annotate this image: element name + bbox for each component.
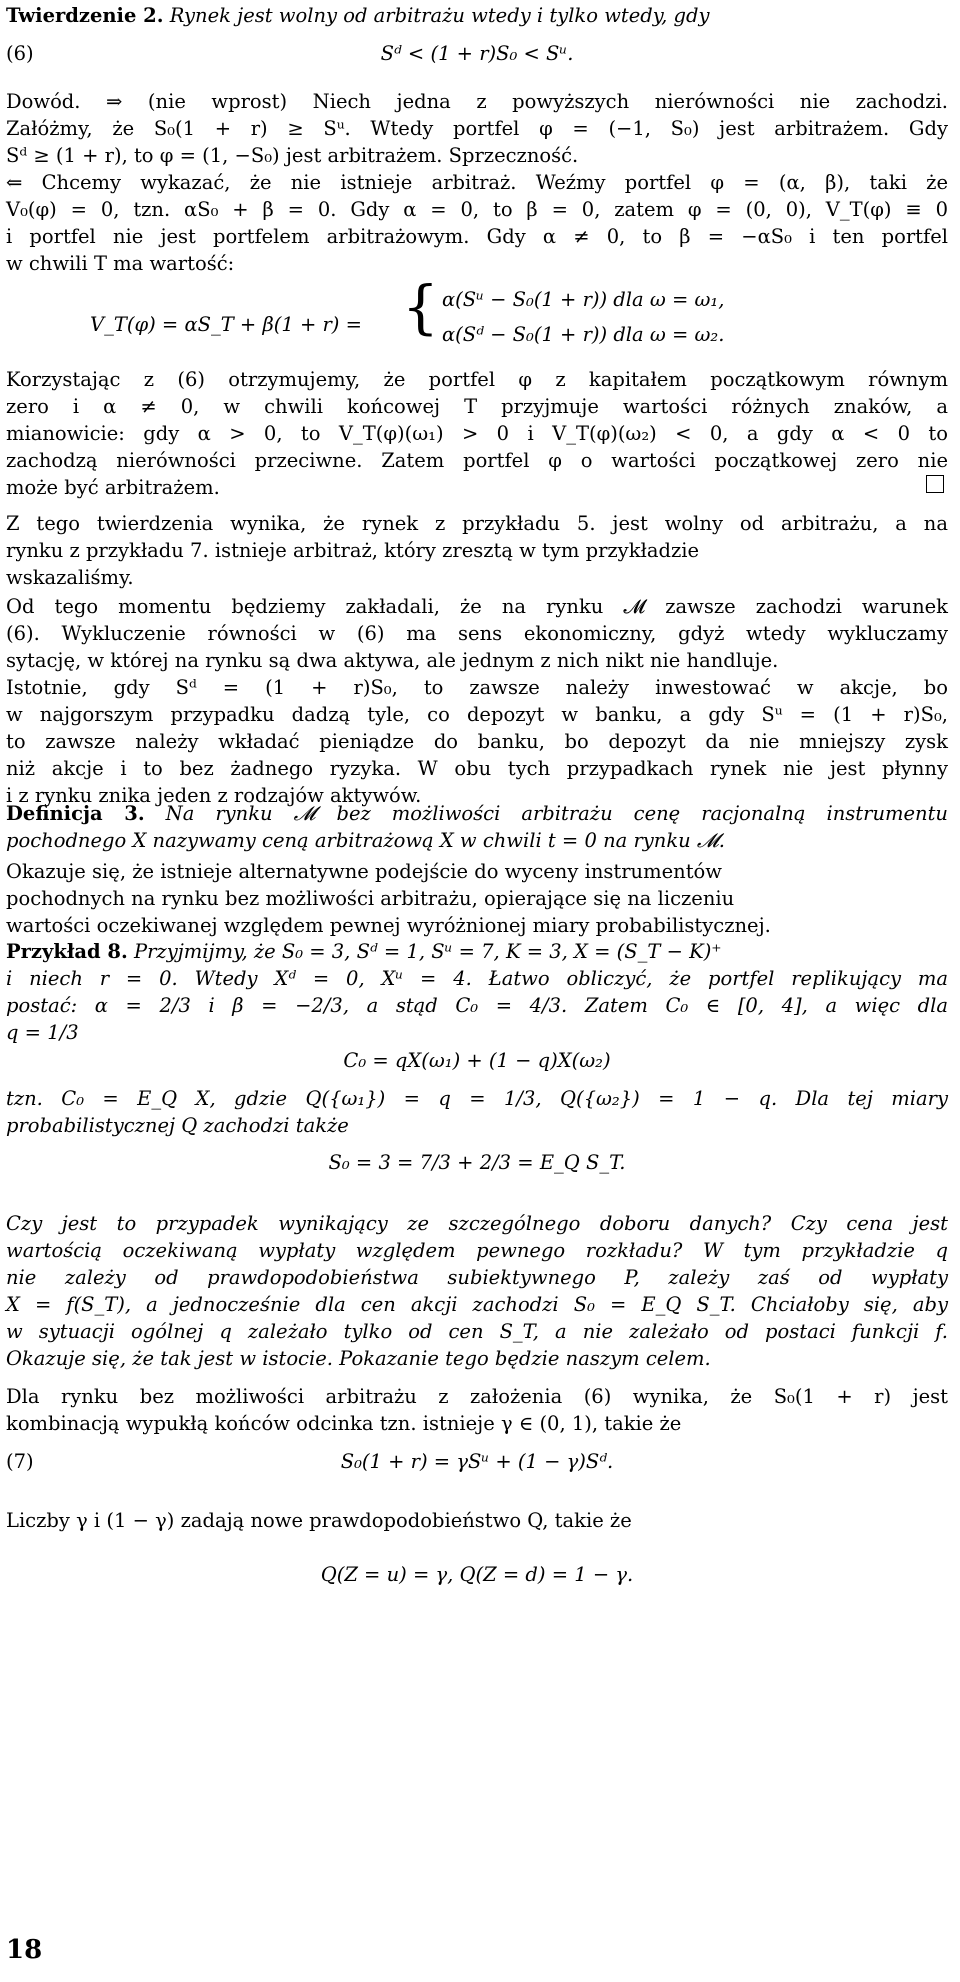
proof-line: zero i α ≠ 0, w chwili końcowej T przyjmuje wartości różnych znaków, a xyxy=(6,395,948,418)
text-line: Liczby γ i (1 − γ) zadają nowe prawdopodobieństwo Q, takie że xyxy=(6,1509,632,1532)
equation-6 xyxy=(6,39,948,69)
paragraph-3 xyxy=(6,858,948,939)
text-line: Od tego momentu będziemy zakładali, że na rynku 𝓜 zawsze zachodzi warunek xyxy=(6,595,948,618)
proof-line: Załóżmy, że S₀(1 + r) ≥ Sᵘ. Wtedy portfel φ = (−1, S₀) jest arbitrażem. Gdy xyxy=(6,117,948,140)
text-line: Istotnie, gdy Sᵈ = (1 + r)S₀, to zawsze należy inwestować w akcje, bo xyxy=(6,676,948,699)
example-equation-2: S₀ = 3 = 7/3 + 2/3 = E_Q S_T. xyxy=(328,1151,626,1174)
text-line: Okazuje się, że istnieje alternatywne podejście do wyceny instrumentów xyxy=(6,860,722,883)
equation-7 xyxy=(6,1447,948,1477)
proof-line: Dowód. ⇒ (nie wprost) Niech jedna z powyższych nierówności nie zachodzi. xyxy=(6,90,948,113)
theorem-heading: Twierdzenie 2. xyxy=(6,4,164,27)
case-line-2: α(Sᵈ − S₀(1 + r)) dla ω = ω₂. xyxy=(442,323,725,346)
proof-line: Korzystając z (6) otrzymujemy, że portfel φ z kapitałem początkowym równym xyxy=(6,368,948,391)
proof-line: mianowicie: gdy α > 0, to V_T(φ)(ω₁) > 0 i V_T(φ)(ω₂) < 0, a gdy α < 0 to xyxy=(6,422,948,445)
text-line: to zawsze należy wkładać pieniądze do banku, bo depozyt da nie mniejszy zysk xyxy=(6,730,948,753)
text-line: Dla rynku bez możliwości arbitrażu z założenia (6) wynika, że S₀(1 + r) jest xyxy=(6,1385,948,1408)
definition-3 xyxy=(6,800,948,854)
text-line: wskazaliśmy. xyxy=(6,566,134,589)
example-equation-1: C₀ = qX(ω₁) + (1 − q)X(ω₂) xyxy=(343,1049,611,1072)
example-text: Czy jest to przypadek wynikający ze szczególnego doboru danych? Czy cena jest xyxy=(6,1212,948,1235)
example-text: X = f(S_T), a jednocześnie dla cen akcji zachodzi S₀ = E_Q S_T. Chciałoby się, aby xyxy=(6,1293,948,1316)
vt-lhs: V_T(φ) = αS_T + β(1 + r) = xyxy=(90,313,362,336)
paragraph-4 xyxy=(6,1383,948,1437)
example-text: i niech r = 0. Wtedy Xᵈ = 0, Xᵘ = 4. Łatwo obliczyć, że portfel replikujący ma xyxy=(6,967,948,990)
example-8-middle xyxy=(6,1085,948,1139)
text-line: (6). Wykluczenie równości w (6) ma sens ekonomiczny, gdyż wtedy wykluczamy xyxy=(6,622,948,645)
theorem-statement: Rynek jest wolny od arbitrażu wtedy i tylko wtedy, gdy xyxy=(169,4,710,27)
text-line: Z tego twierdzenia wynika, że rynek z przykładu 5. jest wolny od arbitrażu, a na xyxy=(6,512,948,535)
text-line: w najgorszym przypadku dadzą tyle, co depozyt w banku, a gdy Sᵘ = (1 + r)S₀, xyxy=(6,703,948,726)
qed-square-icon xyxy=(926,475,944,493)
proof-block xyxy=(6,88,948,277)
definition-heading: Definicja 3. xyxy=(6,802,145,825)
proof-line: V₀(φ) = 0, tzn. αS₀ + β = 0. Gdy α = 0, to β = 0, zatem φ = (0, 0), V_T(φ) ≡ 0 xyxy=(6,198,948,221)
example-8 xyxy=(6,938,948,1046)
example-text: Okazuje się, że tak jest w istocie. Pokazanie tego będzie naszym celem. xyxy=(6,1347,711,1370)
equation-number: (7) xyxy=(6,1450,34,1473)
proof-conclusion xyxy=(6,366,948,501)
case-line-1: α(Sᵘ − S₀(1 + r)) dla ω = ω₁, xyxy=(442,288,725,311)
text-line: rynku z przykładu 7. istnieje arbitraż, który zresztą w tym przykładzie xyxy=(6,539,699,562)
equation-body: S₀(1 + r) = γSᵘ + (1 − γ)Sᵈ. xyxy=(340,1450,614,1473)
example-text: nie zależy od prawdopodobieństwa subiektywnego P, zależy zaś od wypłaty xyxy=(6,1266,948,1289)
text-line: kombinacją wypukłą końców odcinka tzn. istnieje γ ∈ (0, 1), takie że xyxy=(6,1412,682,1435)
case-brace: { xyxy=(402,273,439,341)
proof-line: w chwili T ma wartość: xyxy=(6,252,235,275)
example-text: postać: α = 2/3 i β = −2/3, a stąd C₀ = 4/3. Zatem C₀ ∈ [0, 4], a więc dla xyxy=(6,994,948,1017)
example-8-tail xyxy=(6,1210,948,1372)
example-text: q = 1/3 xyxy=(6,1021,79,1044)
definition-text: pochodnego X nazywamy ceną arbitrażową X w chwili t = 0 na rynku 𝓜. xyxy=(6,829,725,852)
paragraph-2 xyxy=(6,593,948,809)
example-text: wartością oczekiwaną wypłaty względem pewnego rozkładu? W tym przykładzie q xyxy=(6,1239,948,1262)
example-heading: Przykład 8. xyxy=(6,940,128,963)
paragraph-1 xyxy=(6,510,948,591)
page-number: 18 xyxy=(6,1935,43,1965)
example-text: tzn. C₀ = E_Q X, gdzie Q({ω₁}) = q = 1/3, Q({ω₂}) = 1 − q. Dla tej miary xyxy=(6,1087,948,1110)
paragraph-5 xyxy=(6,1507,948,1534)
proof-line: zachodzą nierówności przeciwne. Zatem portfel φ o wartości początkowej zero nie xyxy=(6,449,948,472)
proof-line: Sᵈ ≥ (1 + r), to φ = (1, −S₀) jest arbitrażem. Sprzeczność. xyxy=(6,144,579,167)
equation-body: Sᵈ < (1 + r)S₀ < Sᵘ. xyxy=(380,42,574,65)
text-line: pochodnych na rynku bez możliwości arbitrażu, opierające się na liczeniu xyxy=(6,887,735,910)
definition-text: Na rynku 𝓜 bez możliwości arbitrażu cenę racjonalną instrumentu xyxy=(165,802,948,825)
example-text: Przyjmijmy, że S₀ = 3, Sᵈ = 1, Sᵘ = 7, K = 3, X = (S_T − K)⁺ xyxy=(133,940,722,963)
text-line: niż akcje i to bez żadnego ryzyka. W obu tych przypadkach rynek nie jest płynny xyxy=(6,757,948,780)
proof-line: może być arbitrażem. xyxy=(6,476,220,499)
text-line: wartości oczekiwanej względem pewnej wyróżnionej miary probabilistycznej. xyxy=(6,914,771,937)
example-text: probabilistycznej Q zachodzi także xyxy=(6,1114,349,1137)
text-line: i z rynku znika jeden z rodzajów aktywów. xyxy=(6,784,422,807)
text-line: sytację, w której na rynku są dwa aktywa, ale jednym z nich nikt nie handluje. xyxy=(6,649,779,672)
example-text: w sytuacji ogólnej q zależało tylko od cen S_T, a nie zależało od postaci funkcji f. xyxy=(6,1320,948,1343)
proof-line: i portfel nie jest portfelem arbitrażowym. Gdy α ≠ 0, to β = −αS₀ i ten portfel xyxy=(6,225,948,248)
theorem-2 xyxy=(6,2,948,29)
equation-number: (6) xyxy=(6,42,34,65)
proof-line: ⇐ Chcemy wykazać, że nie istnieje arbitraż. Weźmy portfel φ = (α, β), taki że xyxy=(6,171,948,194)
final-equation: Q(Z = u) = γ, Q(Z = d) = 1 − γ. xyxy=(320,1563,634,1586)
